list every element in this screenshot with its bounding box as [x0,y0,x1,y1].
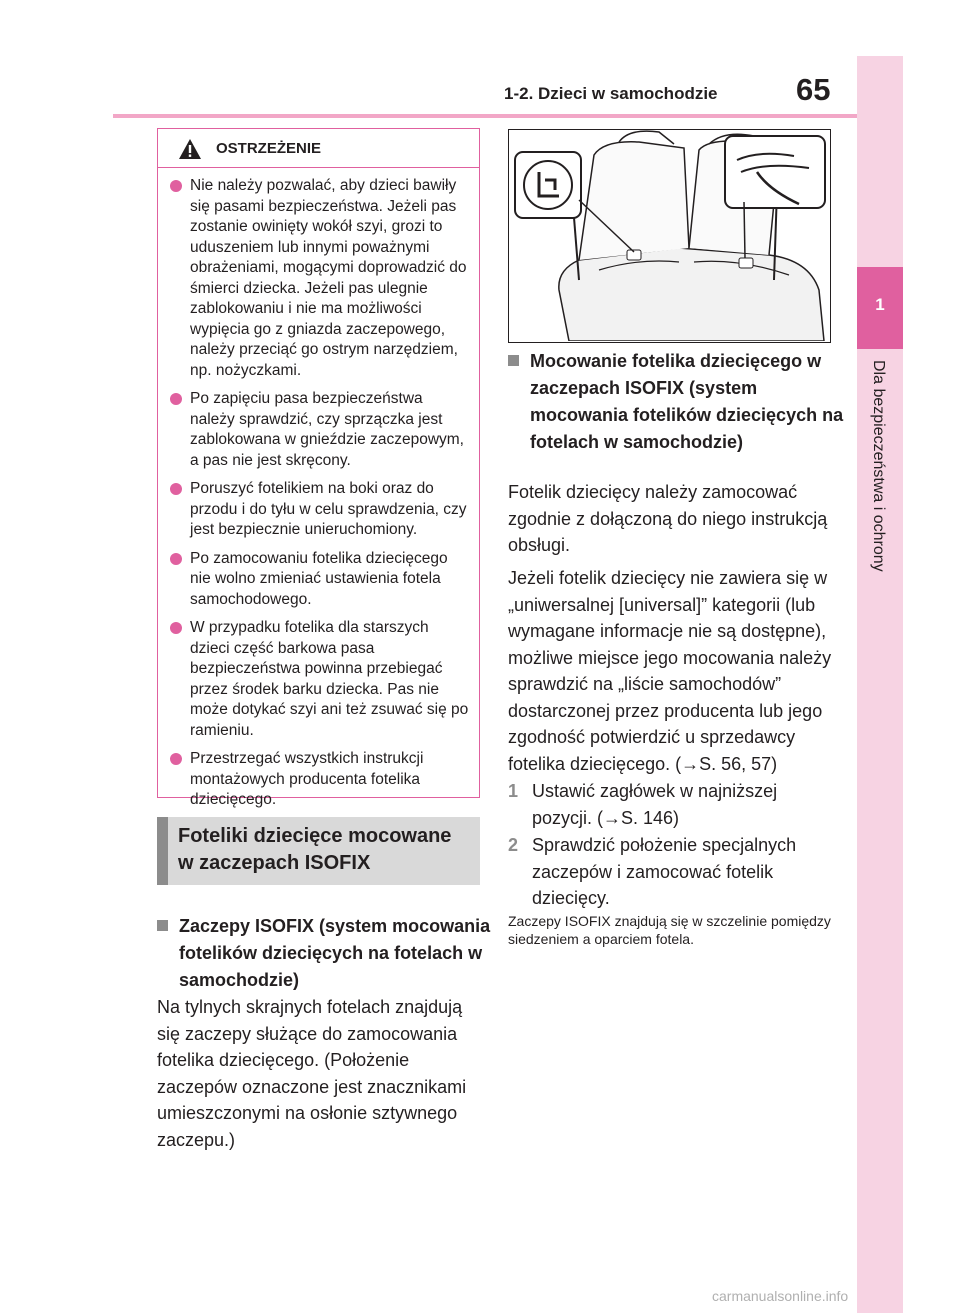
right-subheading-text: Mocowanie fotelika dziecięcego w zaczepach ISOFIX (system mocowania fotelików dziecięcych na fotelach w samochodzie) [530,351,844,452]
right-subheading [508,348,853,456]
bullet-icon [170,553,182,565]
chapter-sidebar [857,56,903,1313]
warning-item-text: Po zamocowaniu fotelika dziecięcego nie wolno zmieniać ustawienia fotela samochodowego. [190,549,448,608]
isofix-note: Zaczepy ISOFIX znajdują się w szczelinie pomiędzy siedzeniem a oparciem fotela. [508,913,831,947]
left-subheading-text: Zaczepy ISOFIX (system mocowania fotelików dziecięcych na fotelach w samochodzie) [179,916,491,990]
square-bullet-icon [508,355,519,366]
bullet-icon [170,483,182,495]
warning-header [158,129,479,168]
left-paragraph: Na tylnych skrajnych fotelach znajdują się zaczepy służące do zamocowania fotelika dziecięcego. (Położenie zaczepów oznaczone jest znacznikami umieszczonymi na osłonie sztywnego zaczepu.) [157,997,467,1150]
isofix-illustration [508,129,831,343]
warning-box [157,128,480,808]
warning-item-text: Poruszyć fotelikiem na boki oraz do przodu i do tyłu w celu sprawdzenia, czy jest bezpiecznie unieruchomiony. [190,480,467,538]
step-number: 1 [508,781,519,801]
step-text: Sprawdzić położenie specjalnych zaczepów i zamocować fotelik dziecięcy. [532,835,797,908]
warning-item-text: Nie należy pozwalać, aby dzieci bawiły się pasami bezpieczeństwa. Jeżeli pas zostanie owinięty wokół szyi, grozi to uduszeniem lub innymi poważnymi obrażeniami, mogącymi doprowadzić do śmierci dziecka. Jeżeli pas ulegnie zablokowaniu i nie ma możliwości wypięcia go z gniazda zaczepowego, należy przeciąć go ostrym narzędziem, np. nożyczkami. [190,177,467,379]
warning-item [170,176,471,381]
section-heading [157,817,480,885]
warning-item-text: Przestrzegać wszystkich instrukcji montażowych producenta fotelika dziecięcego. [190,750,424,808]
header-rule [113,114,857,118]
bullet-icon [170,180,182,192]
warning-item [170,749,471,811]
step-1 [508,778,832,831]
bullet-icon [170,753,182,765]
bullet-icon [170,393,182,405]
step-text: Ustawić zagłówek w najniższej pozycji. (→S. 146) [532,781,778,828]
square-bullet-icon [157,920,168,931]
right-paragraph-1: Fotelik dziecięcy należy zamocować zgodnie z dołączoną do niego instrukcją obsługi. [508,482,828,555]
warning-triangle-icon [178,138,202,160]
section-heading-line2: w zaczepach ISOFIX [178,852,371,874]
warning-item [170,549,471,611]
bullet-icon [170,622,182,634]
warning-item-text: Po zapięciu pasa bezpieczeństwa należy sprawdzić, czy sprzączka jest zablokowana w gnieździe zaczepowym, a pas nie jest skręcony. [190,390,464,469]
warning-item-text: W przypadku fotelika dla starszych dzieci część barkowa pasa bezpieczeństwa powinna przebiegać przez środek barku dziecka. Pas nie może dotykać szyi ani też zsuwać się po ramieniu. [190,619,469,739]
warning-item [170,618,471,741]
step-2 [508,832,832,912]
warning-title: OSTRZEŻENIE [216,140,322,157]
header-section-title: 1-2. Dzieci w samochodzie [504,84,718,103]
chapter-title: Dla bezpieczeństwa i ochrony [870,360,887,572]
right-paragraph-2: Jeżeli fotelik dziecięcy nie zawiera się w „uniwersalnej [universal]” kategorii (lub wymagane informacje nie są dostępne), możliwe miejsce jego mocowania należy sprawdzić na „liście samochodów” dostarczonej przez producenta lub jego zgodność potwierdzić u sprzedawcy fotelika dziecięcego. (→S. 56, 57) [508,568,832,774]
step-number: 2 [508,835,519,855]
watermark: carmanualsonline.info [712,1288,849,1304]
chapter-number: 1 [875,295,885,314]
section-heading-line1: Foteliki dziecięce mocowane [178,825,452,847]
warning-item [170,389,471,471]
chapter-tab[interactable] [857,267,903,349]
left-subheading [157,913,502,994]
warning-list [158,168,479,811]
rear-seat-drawing [509,130,829,341]
page-number: 65 [796,72,831,107]
warning-item [170,479,471,541]
